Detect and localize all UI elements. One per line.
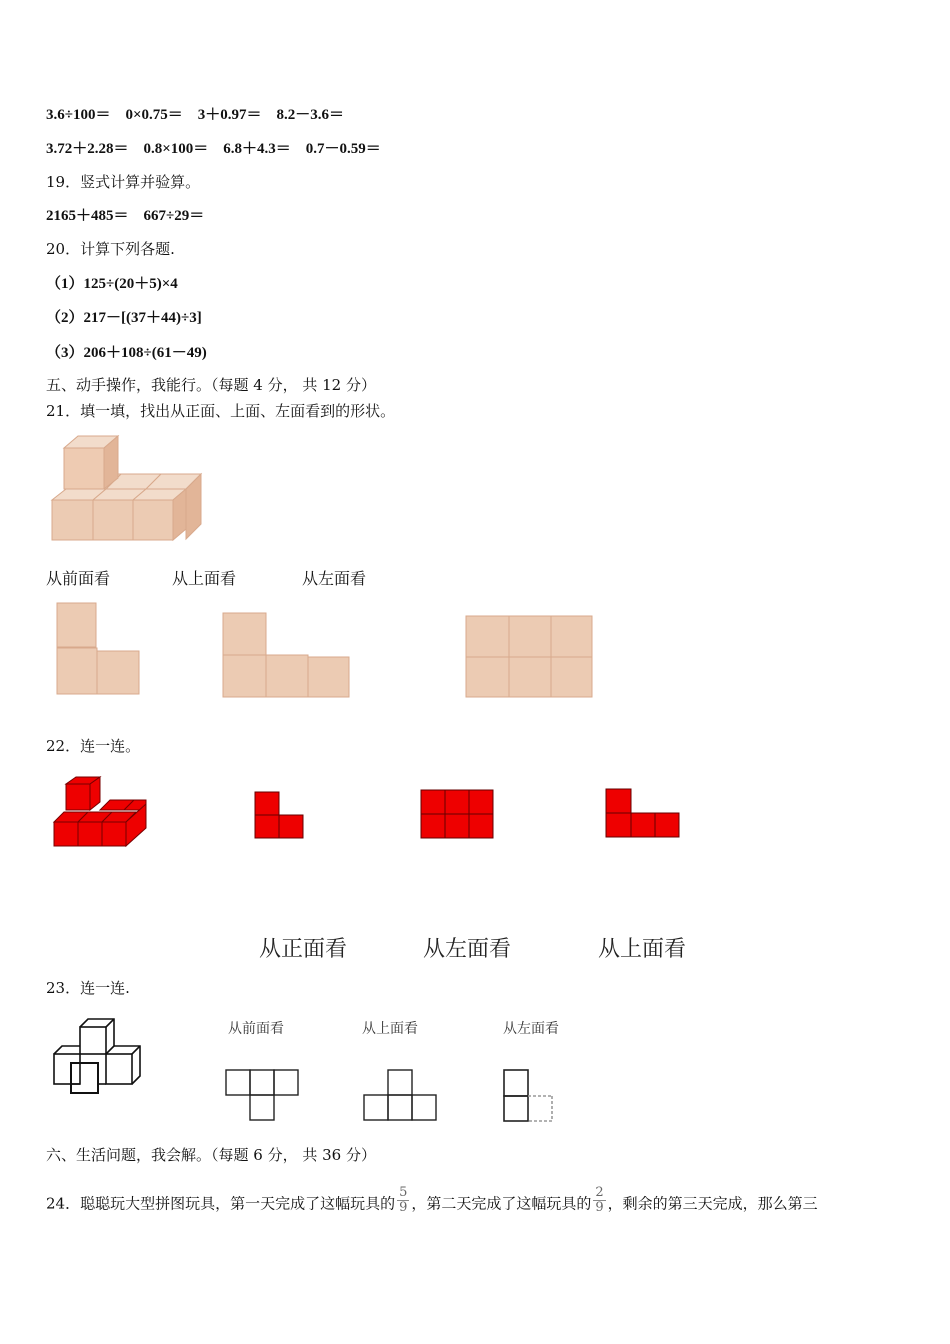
q24-fraction-2	[593, 1186, 605, 1215]
q22-label-left: 从左面看	[423, 937, 512, 962]
q20-item-1: （1）125÷(20＋5)×4	[46, 276, 178, 292]
calc-line-2: 3.72＋2.28＝ 0.8×100＝ 6.8＋4.3＝ 0.7－0.59＝	[46, 141, 381, 157]
q23-view-l-shape	[502, 1068, 556, 1124]
q22-red-view-wide-l	[605, 788, 681, 838]
q21-label-front: 从前面看	[46, 569, 111, 588]
q24-part-1: 24．聪聪玩大型拼图玩具，第一天完成了这幅玩具的	[46, 1194, 396, 1213]
q24-part-2: ，第二天完成了这幅玩具的	[411, 1194, 592, 1213]
q20-item-3: （3）206＋108÷(61－49)	[46, 345, 207, 361]
section-5-heading: 五、动手操作，我能行。（每题 4 分， 共 12 分）	[46, 376, 376, 394]
q22-red-view-rectangle	[420, 789, 494, 839]
q21-cube-solid-figure	[46, 434, 206, 546]
q22-label-front: 从正面看	[259, 937, 348, 962]
q24-fraction-2-numerator: 2	[595, 1185, 604, 1200]
q23-label-left: 从左面看	[503, 1021, 559, 1037]
q19-items: 2165＋485＝ 667÷29＝	[46, 208, 205, 224]
q23-view-t-shape	[224, 1068, 302, 1122]
q20-item-2: （2）217－[(37＋44)÷3]	[46, 310, 202, 326]
section-6-heading: 六、生活问题，我会解。（每题 6 分， 共 36 分）	[46, 1146, 376, 1164]
q21-title: 21．填一填，找出从正面、上面、左面看到的形状。	[46, 402, 396, 420]
q21-label-top: 从上面看	[172, 569, 237, 588]
q24-fraction-1	[397, 1186, 409, 1215]
q21-view-l-small	[56, 602, 142, 696]
q23-label-front: 从前面看	[228, 1021, 284, 1037]
q21-view-l-wide	[222, 612, 352, 698]
q24-part-3: ，剩余的第三天完成，那么第三	[607, 1194, 818, 1213]
calc-line-1: 3.6÷100＝ 0×0.75＝ 3＋0.97＝ 8.2－3.6＝	[46, 107, 345, 123]
q20-title: 20．计算下列各题.	[46, 240, 175, 258]
q19-title: 19．竖式计算并验算。	[46, 173, 201, 191]
q21-label-left: 从左面看	[302, 569, 367, 588]
q22-red-view-small-l	[253, 790, 305, 840]
q24-fraction-1-numerator: 5	[399, 1185, 408, 1200]
q23-label-top: 从上面看	[362, 1021, 418, 1037]
q24-fraction-1-denominator: 9	[399, 1200, 408, 1215]
q23-cube-solid-drawing	[50, 1017, 150, 1097]
q22-red-cube-solid	[52, 776, 152, 850]
q21-view-rectangle	[465, 615, 595, 699]
q23-title: 23．连一连.	[46, 979, 130, 997]
q23-view-inverted-t-shape	[362, 1068, 440, 1122]
q22-title: 22．连一连。	[46, 737, 141, 755]
q24-text	[46, 1185, 818, 1219]
q24-fraction-2-denominator: 9	[595, 1200, 604, 1215]
q22-label-top: 从上面看	[598, 937, 687, 962]
